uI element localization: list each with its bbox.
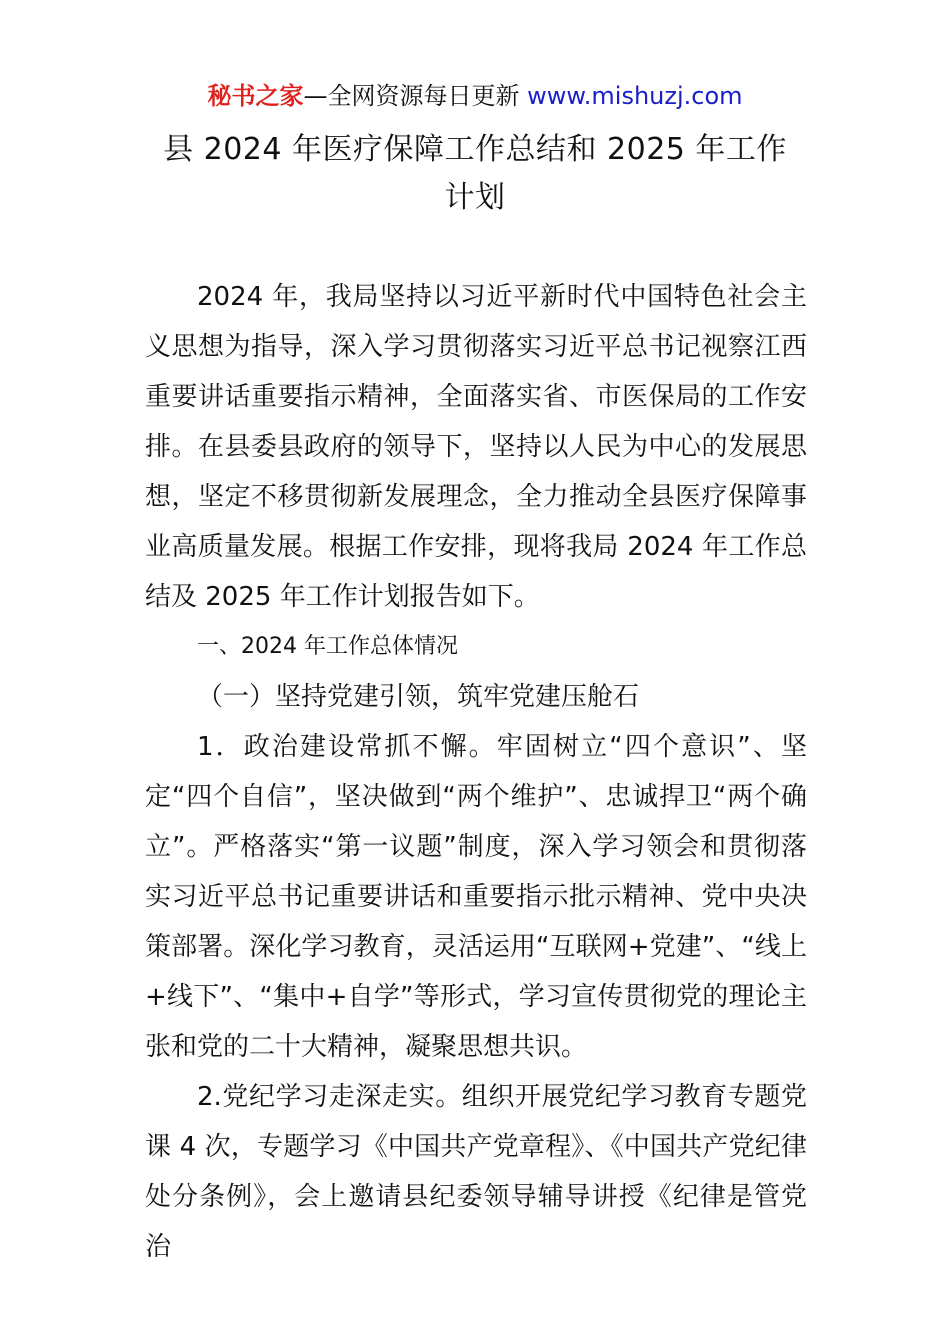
site-banner xyxy=(0,80,950,112)
document-title: 县 2024 年医疗保障工作总结和 2025 年工作计划 xyxy=(163,132,787,215)
document-body xyxy=(145,272,807,1272)
intro-paragraph: 2024 年，我局坚持以习近平新时代中国特色社会主义思想为指导，深入学习贯彻落实习近平总书记视察江西重要讲话重要指示精神，全面落实省、市医保局的工作安排。在县委县政府的领导下，坚持以人民为中心的发展思想，坚定不移贯彻新发展理念，全力推动全县医疗保障事业高质量发展。根据工作安排，现将我局 2024 年工作总结及 2025 年工作计划报告如下。 xyxy=(145,282,807,612)
banner-site-url[interactable]: www.mishuzj.com xyxy=(527,82,743,110)
banner-tagline: —全网资源每日更新 xyxy=(303,82,528,110)
body-paragraph: 2.党纪学习走深走实。组织开展党纪学习教育专题党课 4 次，专题学习《中国共产党章程》、《中国共产党纪律处分条例》，会上邀请县纪委领导辅导讲授《纪律是管党治 xyxy=(145,1082,807,1262)
subsection-heading: （一）坚持党建引领，筑牢党建压舱石 xyxy=(197,682,640,712)
section-heading: 一、2024 年工作总体情况 xyxy=(197,634,458,659)
banner-brand: 秘书之家 xyxy=(207,82,304,110)
body-paragraph: 1．政治建设常抓不懈。牢固树立“四个意识”、坚定“四个自信”，坚决做到“两个维护”、忠诚捍卫“两个确立”。严格落实“第一议题”制度，深入学习领会和贯彻落实习近平总书记重要讲话和重要指示批示精神、党中央决策部署。深化学习教育，灵活运用“互联网+党建”、“线上+线下”、“集中+自学”等形式，学习宣传贯彻党的理论主张和党的二十大精神，凝聚思想共识。 xyxy=(145,732,807,1062)
